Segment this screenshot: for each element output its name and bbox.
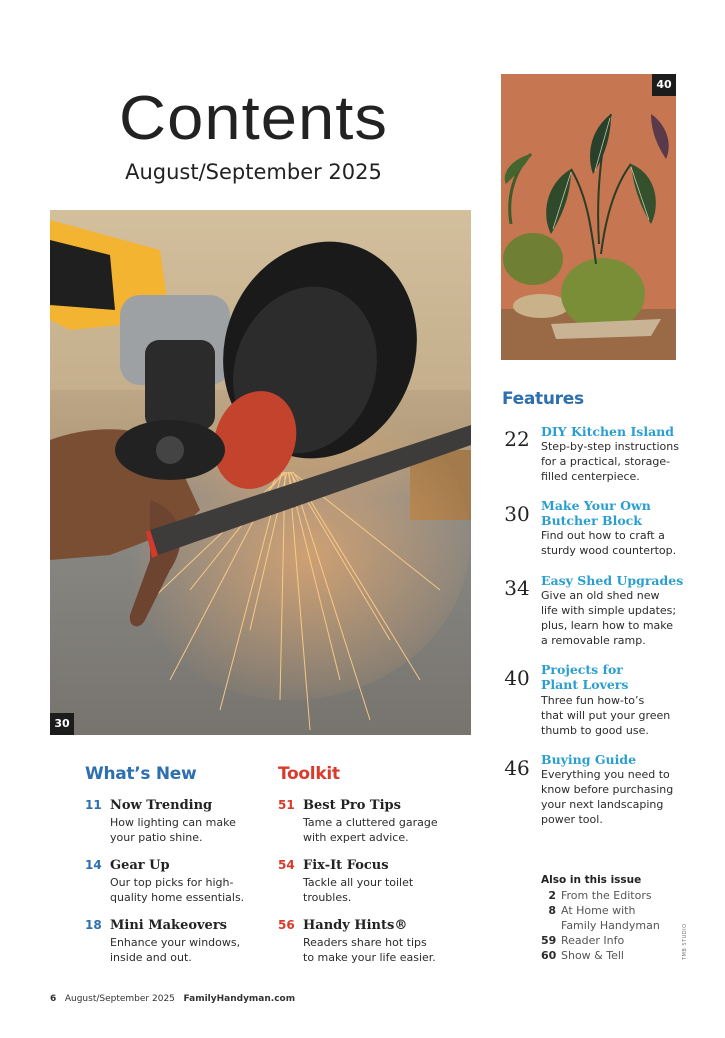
- also-page: 59: [541, 934, 557, 947]
- item-page: 51: [278, 798, 295, 812]
- also-page: 2: [548, 889, 556, 902]
- features-heading: Features: [502, 389, 584, 409]
- page-footer: [50, 994, 295, 1004]
- feature-description: Step-by-step instructions for a practical, storage- filled centerpiece.: [541, 440, 679, 483]
- feature-description: Everything you need to know before purchasing your next landscaping power tool.: [541, 768, 674, 826]
- feature-page: 40: [504, 666, 530, 690]
- feature-title: Make Your Own Butcher Block: [541, 498, 651, 528]
- item-title: Best Pro Tips: [303, 798, 401, 813]
- item-page: 56: [278, 918, 295, 932]
- feature-page: 46: [504, 756, 530, 780]
- also-label: At Home with Family Handyman: [561, 904, 660, 932]
- feature-description: Three fun how-to’s that will put your green thumb to good use.: [541, 694, 671, 737]
- plant-illustration: [501, 74, 676, 360]
- footer-site-link[interactable]: FamilyHandyman.com: [183, 994, 296, 1004]
- feature-page: 34: [504, 576, 530, 600]
- item-description: Readers share hot tips to make your life easier.: [303, 936, 436, 964]
- feature-page: 30: [504, 502, 530, 526]
- plant-photo: [501, 74, 676, 360]
- item-title: Fix-It Focus: [303, 858, 389, 873]
- also-item[interactable]: [541, 948, 681, 963]
- feature-title: Easy Shed Upgrades: [541, 573, 684, 588]
- feature-description: Give an old shed new life with simple updates; plus, learn how to make a removable ramp.: [541, 589, 677, 647]
- also-label: From the Editors: [561, 889, 652, 902]
- also-item[interactable]: [541, 888, 681, 903]
- page-title: Contents: [119, 84, 388, 153]
- photo-credit: TMB STUDIO: [682, 923, 688, 960]
- feature-title: Projects for Plant Lovers: [541, 662, 629, 692]
- side-photo-page-badge: 40: [652, 74, 676, 96]
- item-page: 54: [278, 858, 295, 872]
- feature-title: Buying Guide: [541, 752, 637, 767]
- also-label: Show & Tell: [561, 949, 624, 962]
- main-photo-page-badge: 30: [50, 713, 74, 735]
- also-item[interactable]: [541, 933, 681, 948]
- whats-new-heading: What’s New: [85, 764, 197, 784]
- also-item[interactable]: [541, 903, 681, 933]
- item-description: Tackle all your toilet troubles.: [303, 876, 414, 904]
- angle-grinder-photo: [50, 210, 471, 735]
- also-page: 8: [548, 904, 556, 917]
- feature-page: 22: [504, 427, 530, 451]
- issue-date: August/September 2025: [125, 160, 382, 184]
- grinder-illustration: [50, 210, 471, 735]
- item-page: 14: [85, 858, 102, 872]
- item-description: Enhance your windows, inside and out.: [110, 936, 241, 964]
- also-page: 60: [541, 949, 557, 962]
- feature-description: Find out how to craft a sturdy wood countertop.: [541, 529, 677, 557]
- also-in-issue-heading: Also in this issue: [541, 874, 642, 886]
- item-title: Handy Hints®: [303, 918, 408, 933]
- item-description: How lighting can make your patio shine.: [110, 816, 236, 844]
- item-description: Tame a cluttered garage with expert advice.: [303, 816, 438, 844]
- folio-page-number: 6: [50, 994, 57, 1004]
- item-title: Mini Makeovers: [110, 918, 227, 933]
- also-label: Reader Info: [561, 934, 625, 947]
- item-page: 11: [85, 798, 102, 812]
- item-title: Gear Up: [110, 858, 170, 873]
- item-page: 18: [85, 918, 102, 932]
- footer-issue: August/September 2025: [64, 994, 175, 1004]
- feature-title: DIY Kitchen Island: [541, 424, 675, 439]
- item-description: Our top picks for high- quality home essentials.: [110, 876, 245, 904]
- item-title: Now Trending: [110, 798, 213, 813]
- toolkit-heading: Toolkit: [278, 764, 340, 784]
